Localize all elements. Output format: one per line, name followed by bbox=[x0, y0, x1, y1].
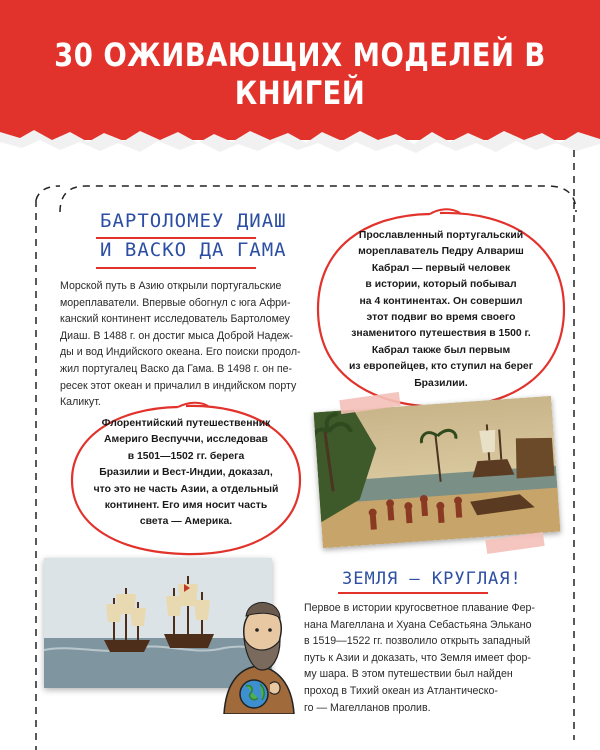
cabral-quote: Прославленный португальский мореплаватель Педру Алвариш Кабрал — первый человек в истории, который побывал на 4 континентах. Он совершил этот подвиг во время своего знаменитого путешествия в 1500 г. Кабрал также был первым из европейцев, кто ступил на берег Бразилии. bbox=[348, 230, 534, 389]
heading-underline bbox=[96, 267, 256, 269]
vespucci-quote: Флорентийский путешественник Америго Веспуччи, исследовав в 1501—1502 гг. берега Бразилии и Вест-Индии, доказал, что это не часть Азии, а отдельный континент. Его имя носит часть света — Америка. bbox=[93, 418, 279, 528]
cabral-landing-painting bbox=[314, 396, 561, 548]
section-heading-dias-gama: БАРТОЛОМЕУ ДИАШ И ВАСКО ДА ГАМА bbox=[100, 210, 287, 261]
heading-underline bbox=[96, 237, 256, 239]
dias-gama-text: Морской путь в Азию открыли португальские мореплаватели. Впервые обогнул с юга Афри- канский континент исследователь Бартоломеу Диаш. В 1488 г. он достиг мыса Доброй Надеж- ды и вод Индийского океана. Его поиски продол- жил португалец Васко да Гама. В 1498 г. он пе- ресек этот океан и причалил в индийском порту Каликут. bbox=[60, 280, 301, 409]
section-heading-earth-round: ЗЕМЛЯ — КРУГЛАЯ! bbox=[342, 569, 522, 589]
magellan-illustration bbox=[214, 586, 302, 714]
earth-round-text: Первое в истории кругосветное плавание Фер- нана Магеллана и Хуана Себастьяна Элькано в 1519—1522 гг. позволило открыть западный путь к Азии и доказать, что Земля имеет фор- му шара. В этом путешествии был найден проход в Тихий океан из Атлантическо- го — Магелланов пролив. bbox=[304, 602, 535, 714]
heading-underline bbox=[338, 592, 488, 594]
torn-paper-edge bbox=[0, 118, 600, 178]
page-title: 30 ОЖИВАЮЩИХ МОДЕЛЕЙ В КНИГЕЙ bbox=[54, 36, 546, 112]
